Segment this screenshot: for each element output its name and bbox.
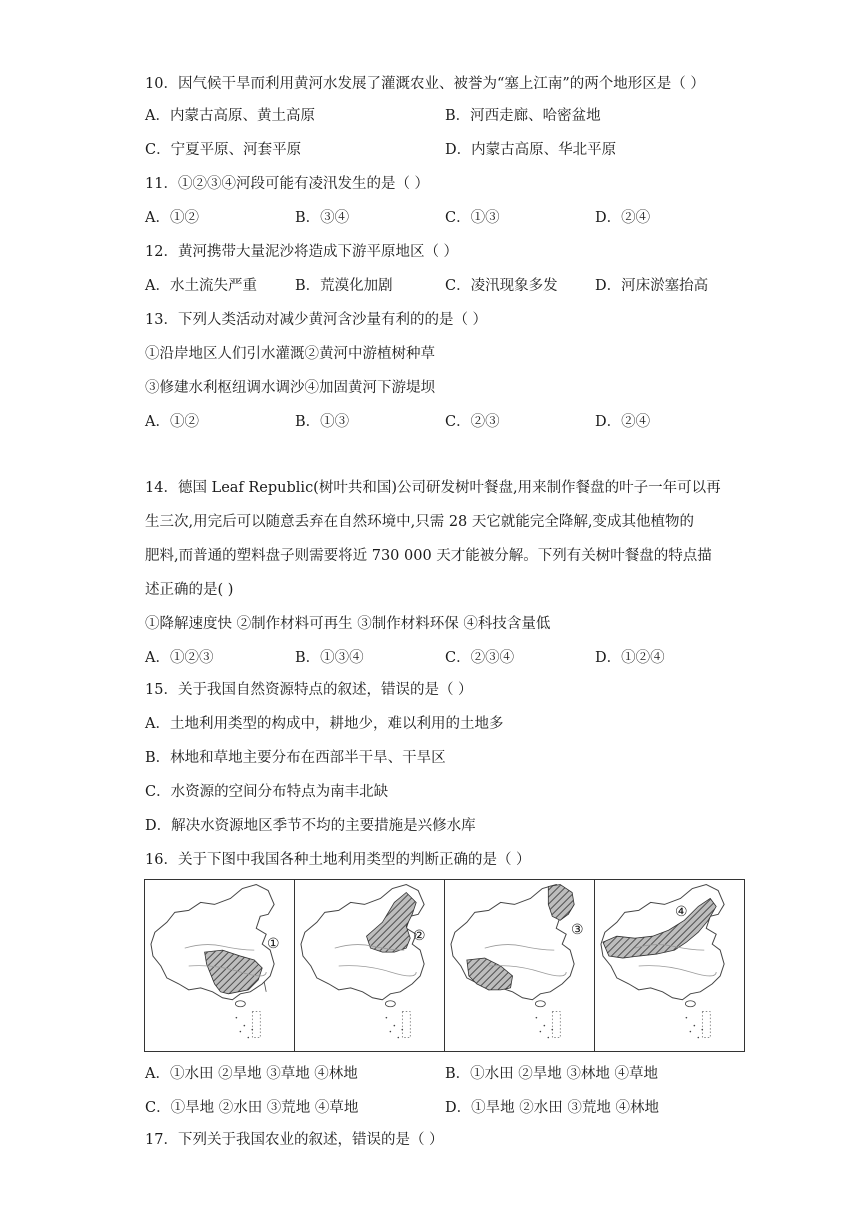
q10-option-c[interactable]: C．宁夏平原、河套平原 bbox=[145, 142, 302, 158]
q10-option-d[interactable]: D．内蒙古高原、华北平原 bbox=[445, 142, 617, 158]
q13-statement-2: ③修建水利枢纽调水调沙④加固黄河下游堤坝 bbox=[145, 380, 435, 396]
q11-option-c[interactable]: C．①③ bbox=[445, 210, 500, 226]
question-14-stem-line-4: 述正确的是( ) bbox=[145, 582, 234, 598]
q11-option-a[interactable]: A．①② bbox=[145, 210, 199, 226]
q15-option-c[interactable]: C．水资源的空间分布特点为南丰北缺 bbox=[145, 784, 389, 800]
map-panel-2 bbox=[295, 880, 445, 1051]
q15-option-b[interactable]: B．林地和草地主要分布在西部半干旱、干旱区 bbox=[145, 750, 446, 766]
map-panel-4 bbox=[595, 880, 744, 1051]
q15-option-a[interactable]: A．土地利用类型的构成中，耕地少，难以利用的土地多 bbox=[145, 716, 504, 732]
q11-option-b[interactable]: B．③④ bbox=[295, 210, 350, 226]
question-15-stem: 15．关于我国自然资源特点的叙述，错误的是（ ） bbox=[145, 682, 473, 698]
map-label-3: ③ bbox=[571, 922, 584, 938]
question-17-stem: 17．下列关于我国农业的叙述，错误的是（ ） bbox=[145, 1132, 444, 1148]
china-map-1 bbox=[145, 880, 294, 1051]
q15-option-d[interactable]: D．解决水资源地区季节不均的主要措施是兴修水库 bbox=[145, 818, 476, 834]
china-map-4 bbox=[595, 880, 744, 1051]
q13-option-d[interactable]: D．②④ bbox=[595, 414, 651, 430]
q13-option-b[interactable]: B．①③ bbox=[295, 414, 350, 430]
question-14-stem-line-2: 生三次,用完后可以随意丢弃在自然环境中,只需 28 天它就能完全降解,变成其他植物的 bbox=[145, 514, 694, 530]
q11-option-d[interactable]: D．②④ bbox=[595, 210, 651, 226]
q13-option-a[interactable]: A．①② bbox=[145, 414, 199, 430]
china-map-3 bbox=[445, 880, 594, 1051]
q14-option-b[interactable]: B．①③④ bbox=[295, 650, 364, 666]
land-use-maps-figure bbox=[144, 879, 745, 1052]
q12-option-c[interactable]: C．凌汛现象多发 bbox=[445, 278, 558, 294]
map-label-4: ④ bbox=[675, 904, 688, 920]
question-10-stem: 10．因气候干旱而利用黄河水发展了灌溉农业、被誉为“塞上江南”的两个地形区是（ ） bbox=[145, 76, 705, 92]
q14-option-c[interactable]: C．②③④ bbox=[445, 650, 515, 666]
q12-option-a[interactable]: A．水土流失严重 bbox=[145, 278, 257, 294]
q13-option-c[interactable]: C．②③ bbox=[445, 414, 500, 430]
map-label-1: ① bbox=[267, 936, 280, 952]
map-panel-3 bbox=[445, 880, 595, 1051]
q14-option-d[interactable]: D．①②④ bbox=[595, 650, 665, 666]
q13-statement-1: ①沿岸地区人们引水灌溉②黄河中游植树种草 bbox=[145, 346, 435, 362]
question-16-stem: 16．关于下图中我国各种土地利用类型的判断正确的是（ ） bbox=[145, 852, 531, 868]
map-label-2: ② bbox=[413, 928, 426, 944]
q16-option-a[interactable]: A．①水田 ②旱地 ③草地 ④林地 bbox=[145, 1066, 358, 1082]
q12-option-d[interactable]: D．河床淤塞抬高 bbox=[595, 278, 709, 294]
question-13-stem: 13．下列人类活动对减少黄河含沙量有利的的是（ ） bbox=[145, 312, 488, 328]
question-14-stem-line-1: 14．德国 Leaf Republic(树叶共和国)公司研发树叶餐盘,用来制作餐盘的叶子一年可以再 bbox=[145, 480, 721, 496]
q10-option-b[interactable]: B．河西走廊、哈密盆地 bbox=[445, 108, 601, 124]
q16-option-c[interactable]: C．①旱地 ②水田 ③荒地 ④草地 bbox=[145, 1100, 359, 1116]
china-map-2 bbox=[295, 880, 444, 1051]
question-11-stem: 11．①②③④河段可能有凌汛发生的是（ ） bbox=[145, 176, 430, 192]
question-14-stem-line-3: 肥料,而普通的塑料盘子则需要将近 730 000 天才能被分解。下列有关树叶餐盘的特点描 bbox=[145, 548, 712, 564]
q14-option-a[interactable]: A．①②③ bbox=[145, 650, 214, 666]
map-panel-1 bbox=[145, 880, 295, 1051]
q10-option-a[interactable]: A．内蒙古高原、黄土高原 bbox=[145, 108, 315, 124]
q16-option-b[interactable]: B．①水田 ②旱地 ③林地 ④草地 bbox=[445, 1066, 658, 1082]
q12-option-b[interactable]: B．荒漠化加剧 bbox=[295, 278, 393, 294]
q16-option-d[interactable]: D．①旱地 ②水田 ③荒地 ④林地 bbox=[445, 1100, 659, 1116]
q14-statement: ①降解速度快 ②制作材料可再生 ③制作材料环保 ④科技含量低 bbox=[145, 616, 551, 632]
question-12-stem: 12．黄河携带大量泥沙将造成下游平原地区（ ） bbox=[145, 244, 459, 260]
